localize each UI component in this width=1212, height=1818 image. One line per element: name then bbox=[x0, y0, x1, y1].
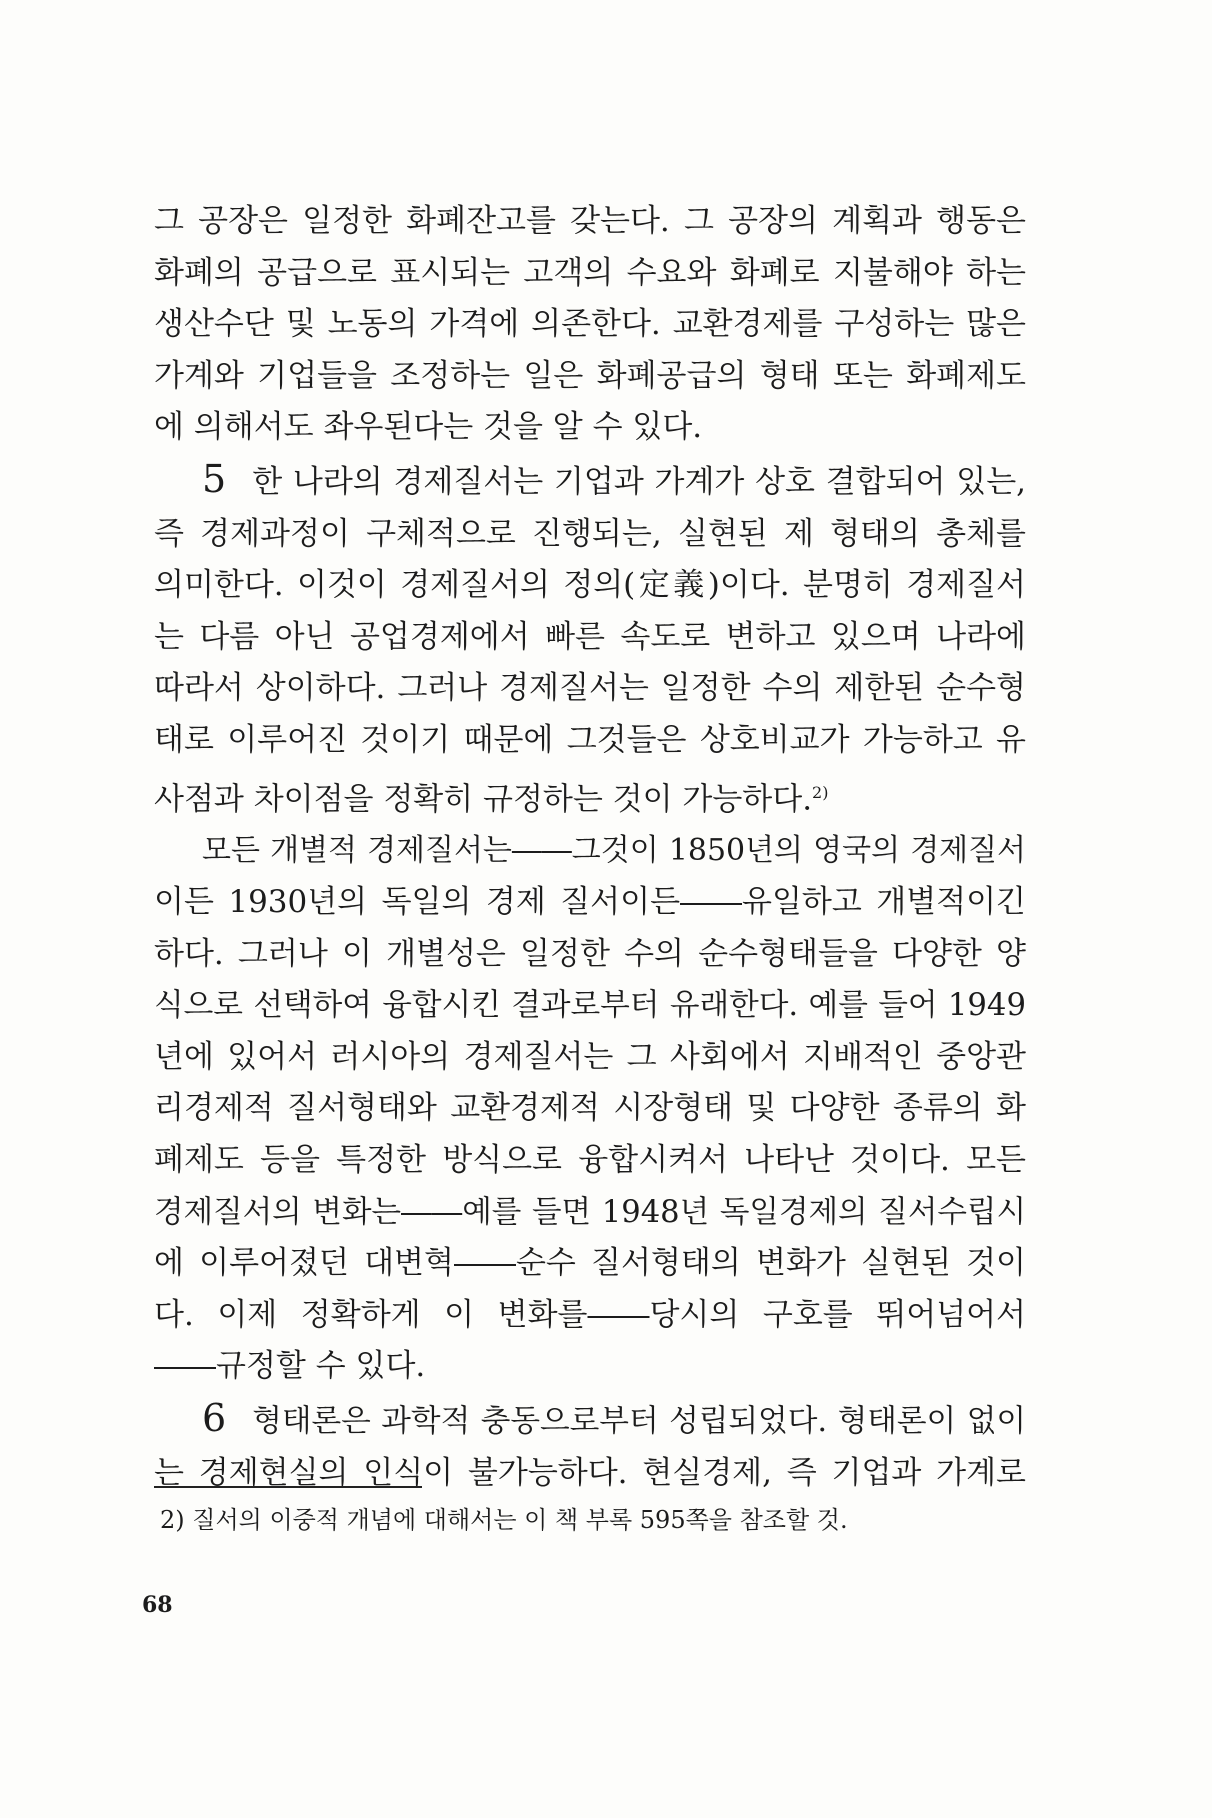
text-line: 즉 경제과정이 구체적으로 진행되는, 실현된 제 형태의 총체를 bbox=[154, 515, 1026, 552]
text-line: 는 다름 아닌 공업경제에서 빠른 속도로 변하고 있으며 나라에 bbox=[154, 618, 1026, 655]
footnote-rule bbox=[154, 1486, 422, 1488]
section-number: 6 bbox=[202, 1395, 227, 1440]
text-line: ――규정할 수 있다. bbox=[154, 1348, 426, 1385]
text-line: 년에 있어서 러시아의 경제질서는 그 사회에서 지배적인 중앙관 bbox=[154, 1038, 1026, 1075]
text-line: 가계와 기업들을 조정하는 일은 화폐공급의 형태 또는 화폐제도 bbox=[154, 357, 1026, 394]
page-number: 68 bbox=[142, 1592, 173, 1618]
text-line: 의미한다. 이것이 경제질서의 정의(定義)이다. 분명히 경제질서 bbox=[154, 567, 1026, 604]
text-line: 에 이루어졌던 대변혁――순수 질서형태의 변화가 실현된 것이 bbox=[154, 1245, 1026, 1282]
footnote: 2) 질서의 이중적 개념에 대해서는 이 책 부록 595쪽을 참조할 것. bbox=[160, 1506, 848, 1534]
text-line: 식으로 선택하여 융합시킨 결과로부터 유래한다. 예를 들어 1949 bbox=[154, 988, 1026, 1024]
text-line: 리경제적 질서형태와 교환경제적 시장형태 및 다양한 종류의 화 bbox=[154, 1090, 1026, 1127]
section-number: 5 bbox=[202, 456, 227, 501]
text-line: 사점과 차이점을 정확히 규정하는 것이 가능하다. bbox=[154, 780, 813, 817]
text-line: 폐제도 등을 특정한 방식으로 융합시켜서 나타난 것이다. 모든 bbox=[154, 1142, 1026, 1179]
text-line: 화폐의 공급으로 표시되는 고객의 수요와 화폐로 지불해야 하는 bbox=[154, 254, 1026, 291]
text-line: 이든 1930년의 독일의 경제 질서이든――유일하고 개별적이긴 bbox=[154, 884, 1026, 921]
text-line: 생산수단 및 노동의 가격에 의존한다. 교환경제를 구성하는 많은 bbox=[154, 306, 1026, 343]
section-6-first-line bbox=[154, 1393, 1026, 1448]
text-line: 는 경제현실의 인식이 불가능하다. 현실경제, 즉 기업과 가계로 bbox=[154, 1454, 1026, 1491]
text-line: 모든 개별적 경제질서는――그것이 1850년의 영국의 경제질서 bbox=[202, 833, 1026, 869]
text-line: 그 공장은 일정한 화폐잔고를 갖는다. 그 공장의 계획과 행동은 bbox=[154, 203, 1026, 239]
text-line: 태로 이루어진 것이기 때문에 그것들은 상호비교가 가능하고 유 bbox=[154, 721, 1026, 758]
text-line: 에 의해서도 좌우된다는 것을 알 수 있다. bbox=[154, 409, 703, 446]
text-line-with-footnote-ref bbox=[154, 767, 1026, 826]
text-line: 하다. 그러나 이 개별성은 일정한 수의 순수형태들을 다양한 양 bbox=[154, 935, 1026, 972]
text-line: 다. 이제 정확하게 이 변화를――당시의 구호를 뛰어넘어서 bbox=[154, 1296, 1026, 1333]
footnote-reference: 2) bbox=[812, 782, 829, 802]
text-line: 경제질서의 변화는――예를 들면 1948년 독일경제의 질서수립시 bbox=[154, 1194, 1026, 1230]
text-line: 따라서 상이하다. 그러나 경제질서는 일정한 수의 제한된 순수형 bbox=[154, 670, 1026, 707]
text-line: 형태론은 과학적 충동으로부터 성립되었다. 형태론이 없이 bbox=[252, 1403, 1026, 1439]
body-text bbox=[154, 196, 1026, 1499]
text-line: 한 나라의 경제질서는 기업과 가계가 상호 결합되어 있는, bbox=[252, 463, 1026, 500]
section-5-first-line bbox=[154, 454, 1026, 509]
